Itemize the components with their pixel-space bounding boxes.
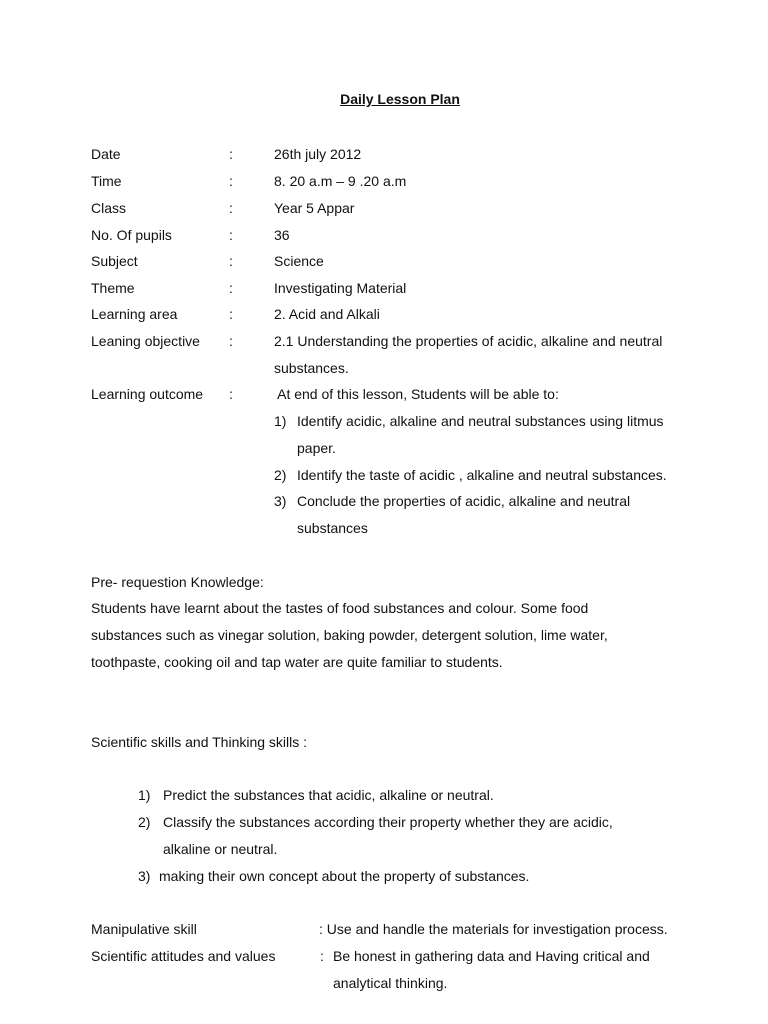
field-label-outcome: Learning outcome [91,386,204,402]
skill-text: Classify the substances according their property whether they are acidic, [163,814,613,830]
outcome-text: Identify acidic, alkaline and neutral substances using litmus [297,413,664,429]
field-value-time: 8. 20 a.m – 9 .20 a.m [274,173,407,189]
field-label-learning-area: Learning area [91,306,178,322]
outcome-text: Conclude the properties of acidic, alkaline and neutral [297,493,631,509]
skill-number: 1) [138,787,151,803]
outcome-text: Identify the taste of acidic , alkaline and neutral substances. [297,467,667,483]
field-colon: : [229,306,233,322]
skill-number: 2) [138,814,151,830]
field-value-outcome: At end of this lesson, Students will be able to: [274,386,559,402]
attitudes-value-cont: analytical thinking. [333,975,448,991]
field-label-time: Time [91,173,122,189]
manipulative-label: Manipulative skill [91,921,197,937]
field-value-class: Year 5 Appar [274,200,355,216]
field-label-class: Class [91,200,127,216]
field-value-objective: 2.1 Understanding the properties of acidic, alkaline and neutral [274,333,663,349]
outcome-number: 1) [274,413,287,429]
outcome-number: 2) [274,467,287,483]
field-colon: : [229,227,233,243]
skills-heading: Scientific skills and Thinking skills : [91,734,308,750]
outcome-text-cont: substances [297,520,368,536]
field-value-date: 26th july 2012 [274,146,362,162]
document-title: Daily Lesson Plan [340,91,460,107]
outcome-text-cont: paper. [297,440,336,456]
skill-text-cont: alkaline or neutral. [163,841,278,857]
field-colon: : [229,200,233,216]
field-colon: : [229,333,233,349]
field-colon: : [229,173,233,189]
prereq-text: Students have learnt about the tastes of food substances and colour. Some food [91,600,589,616]
attitudes-value: Be honest in gathering data and Having critical and [333,948,650,964]
field-colon: : [229,386,233,402]
field-value-objective-cont: substances. [274,360,349,376]
field-label-theme: Theme [91,280,135,296]
field-value-pupils: 36 [274,227,290,243]
field-colon: : [229,280,233,296]
outcome-number: 3) [274,493,287,509]
skill-text: Predict the substances that acidic, alkaline or neutral. [163,787,494,803]
field-value-theme: Investigating Material [274,280,407,296]
prereq-text: substances such as vinegar solution, baking powder, detergent solution, lime water, [91,627,608,643]
prereq-text: toothpaste, cooking oil and tap water are quite familiar to students. [91,654,503,670]
manipulative-value: : Use and handle the materials for investigation process. [319,921,668,937]
attitudes-colon: : [320,948,324,964]
field-label-objective: Leaning objective [91,333,200,349]
skill-number: 3) [138,868,151,884]
field-label-date: Date [91,146,121,162]
field-label-pupils: No. Of pupils [91,227,172,243]
field-label-subject: Subject [91,253,138,269]
field-value-learning-area: 2. Acid and Alkali [274,306,380,322]
field-colon: : [229,146,233,162]
field-colon: : [229,253,233,269]
attitudes-label: Scientific attitudes and values [91,948,276,964]
field-value-subject: Science [274,253,324,269]
prereq-heading: Pre- requestion Knowledge: [91,574,264,590]
skill-text: making their own concept about the property of substances. [159,868,530,884]
